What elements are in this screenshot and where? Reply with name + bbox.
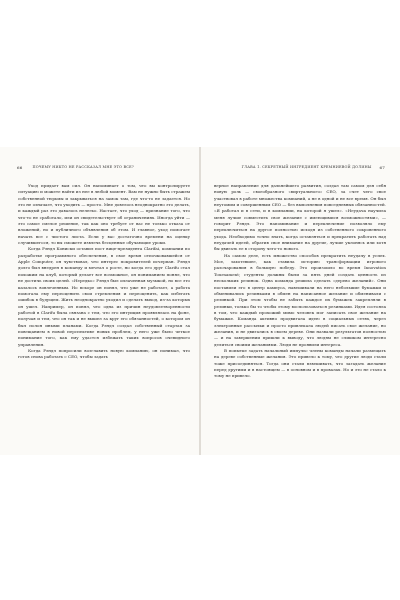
- right-body-text: [214, 183, 386, 380]
- right-running-head: [209, 163, 385, 171]
- left-running-head-title: ПОЧЕМУ НИКТО НЕ РАССКАЗАЛ МНЕ ЭТО ВСЕ?: [32, 165, 134, 169]
- right-running-head-title: ГЛАВА 1. СЕКРЕТНЫЙ ИНГРЕДИЕНТ КРЕМНИЕВОЙ ДОЛИНЫ: [241, 165, 372, 169]
- right-paragraph-2: На самом деле, есть множество способов прекратить неудачу в успех. Мое, захотевшее, как ставила историю трансформации игрового разочарования в большую победу. Это произошло во время Innovation Tournament; студенты должны были за пять дней создать ценность из нескольких резинок. Одна команда решила сделать «дерево желаний». Они поставили его в центр кампуса, навешивали на него небольшие бумажки и обменивались резинками в обмен на написанное желание и обменивали с резинкой. При этом чтобы не забыть каждое их бумажек закрепляли в резинки, только бы то чтобы этому воспользоваться резинками. Идея состояла в том, что каждый прохожий мимо человек мог записать свое желание на бумажке. Команда активно продвигала идею в социальных сетях, через электронные рассылки и просто привлекала людей писать свое желание, но желания, и не двигались в своем дереве. Они назвали результатов полностью — и на завершении пришли к выводу, что людям не слишком интересно делиться своими желаниями. Люди не проявили интереса.: [214, 252, 386, 347]
- left-page-number: 66: [17, 164, 23, 170]
- right-page-number: 67: [379, 164, 385, 170]
- book-spread: [0, 147, 400, 455]
- left-body-text: [18, 183, 190, 361]
- left-page: [0, 147, 200, 455]
- right-paragraph-1: верное направление для дальнейшего развития, создал там самом для себя новую роль — своеобразного «виртуального» CEO, за счет чего свое участвовал в работе множества компаний, а не в одной и не все время. Он был неутомим и совершенным CEO — без выполнения повседневных обязанностей. «Я работал и в сети, и в компании, на которой я ушел». «Неудача научила меня лучше совместить свое желание с имеющимися возможностями», — говорит Рэндл. Это напоминание и переключение позволяло ему переключиться на другое полностью исходя из собственного сокровенного ухода. Необходимо точно знать, когда оставляться и прекратить работать над неудачей идеей, обратив свое внимание на другие, лучше уклонясь или хотя бы двигать ее в сторону чего-то нового.: [214, 183, 386, 252]
- right-page: [201, 147, 400, 455]
- left-running-head: [17, 163, 190, 171]
- left-paragraph-1: Уход придает вам сил. Он напоминает о том, что вы контролируете ситуацию и можете найти из нее в любой момент. Вам не нужно быть стражем собственной тюрьмы и закрываться на замок там, где что-то не задается. Но это не означает, что уходить — просто. Мне довелось неоднократно это делать, и каждый раз это давалось нелегко. Настает, что уход — признание того, что что-то не сработало, или он свидетельствует об ограничениях. Иногда уйти — это самое смелое решение, так как оно требует от вас не только отказа от вложений, но и публичного объявления об этом. И главное, уход помогает начать все с чистого листа. Если у вас достаточно времени на оценку случившегося, то вы сможете извлечь бесценные обучающие уроки.: [18, 183, 190, 246]
- left-paragraph-2: Когда Рэндл Кониски оставил пост вице-президента Clarifai, компании по разработке программного обеспечения, в свое время отпочковавшейся от Apple Computer, он чувствовал, что интерес покровителей исчерпан. Рэндл долго был внедрен в команду и мечтал о росте, но когда его друг Clarifu стал похожим на клуб, который делает все возможное, он пониманием понял, что не достичь своих целей. «Нередко» Рэндл был оплаченная музыкой, но все это казалось вовлеченным. Но вскоре он понял, что уже не работает, а работа помогала ему переоценить свои стремления и переоценить, как избегать ошибок в будущем. Жить неоднократно уходил и сделать выход, из-за которых он ушел. Например, он понял, что одна из причин неудовлетворенности работой в Clarifu была связана с тем, что его интуиция проявлялась на фоне, получая и тем, что он так и не вышел за круг его обязанностей, о котором он был полон иными планами. Когда Рэндл создал собственный стартап за повещанием в новой перспективе новых проблем, у него уже было четкое понимание того, как ему удастся избежать таких вопросов очевидного управления.: [18, 246, 190, 347]
- left-paragraph-3: Когда Рэндл попросили возглавить новую компанию, он понимал, что готов снова работать с CEO, чтобы задать: [18, 347, 190, 360]
- right-paragraph-3: В попытке задать начальный импульс члены команды начали размещать на дереве собственные желания. Это привело к тому, что другие люди стали тоже присоединяться. Тогда они стали взвешивать, что загадать желание перед другими и в настоящем — в основном и в провалах. Но и это не стало к тому не привело.: [214, 347, 386, 379]
